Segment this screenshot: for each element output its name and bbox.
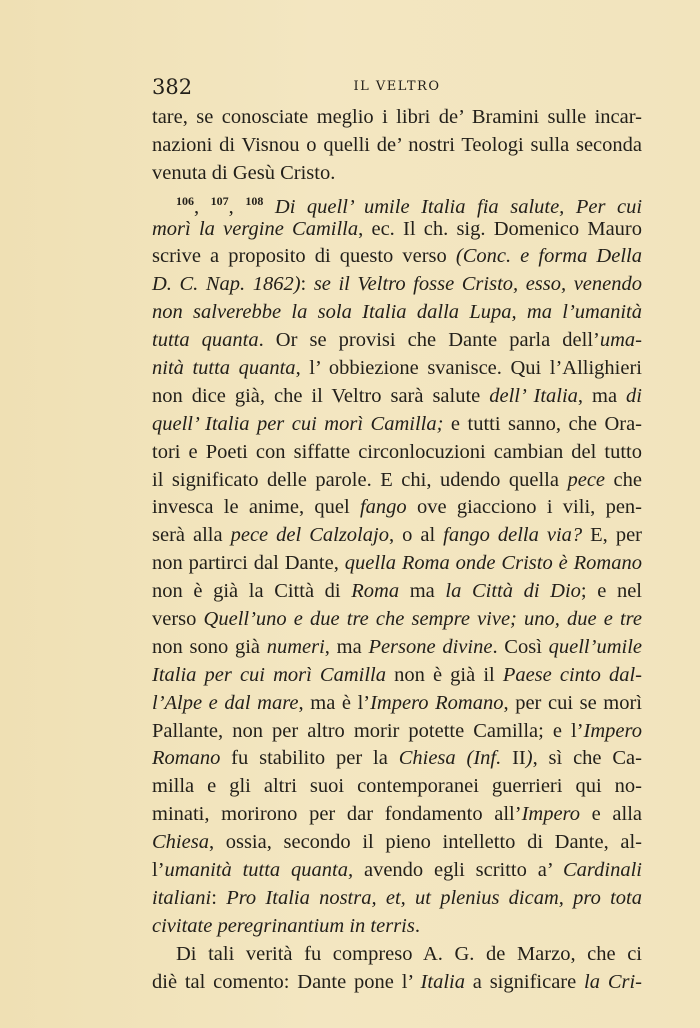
text-line — [152, 327, 642, 355]
text-run: e alla — [580, 803, 642, 826]
italic-text: Paese cinto dal- — [502, 663, 642, 686]
text-line — [152, 662, 642, 690]
text-run: . Or se provisi che Dante parla dell’ — [258, 329, 600, 352]
text-line — [152, 578, 642, 606]
italic-text: di — [626, 384, 642, 407]
text-run: : — [211, 886, 227, 909]
text-run: fu stabilito per la — [220, 747, 399, 770]
text-run: , — [228, 195, 246, 218]
italic-text: se il Veltro fosse Cristo, esso, venendo — [313, 273, 642, 296]
text-run: non sono già — [152, 635, 267, 658]
text-line — [152, 522, 642, 550]
text-line — [152, 773, 642, 801]
text-line — [152, 243, 642, 271]
text-line — [152, 188, 642, 216]
text-run: : — [300, 273, 314, 296]
text-run: serà alla — [152, 524, 231, 547]
text-run: , ma — [577, 384, 627, 407]
page-header — [152, 74, 642, 100]
text-run: l’ — [152, 859, 165, 882]
text-line — [152, 801, 642, 829]
text-line — [152, 411, 642, 439]
text-line — [152, 271, 642, 299]
text-run: ma — [399, 580, 446, 603]
text-line — [152, 299, 642, 327]
text-line — [152, 941, 642, 969]
text-line — [152, 494, 642, 522]
text-line — [152, 104, 642, 132]
text-run: Pallante, non per altro morir potette Camilla; e l’ — [152, 719, 584, 742]
italic-text: quella Roma onde Cristo è Romano — [344, 552, 642, 575]
italic-text: dell’ Italia — [489, 384, 578, 407]
text-run: , ma — [324, 635, 369, 658]
text-run: non partirci dal Dante, — [152, 552, 345, 575]
text-line — [152, 160, 642, 188]
text-run: ove giacciono i vili, pen- — [406, 496, 642, 519]
italic-text: Italia per cui morì Camilla — [152, 663, 386, 686]
text-run: , o al — [388, 524, 444, 547]
text-line — [152, 690, 642, 718]
text-run: , ec. Il ch. sig. Domenico Mauro — [358, 217, 642, 240]
italic-text: (Conc. e forma Della — [455, 245, 642, 268]
italic-text: uma- — [599, 329, 642, 352]
text-run: Di tali verità fu compreso A. G. de Marzo, che ci — [176, 942, 642, 965]
text-line — [152, 383, 642, 411]
text-run: . — [414, 914, 420, 937]
italic-text: Impero — [583, 719, 642, 742]
italic-text: Roma — [351, 580, 400, 603]
italic-text: Chiesa — [152, 831, 209, 854]
page-number: 382 — [152, 75, 193, 99]
text-line — [152, 216, 642, 244]
footnote-verse-number: 108 — [245, 193, 264, 208]
italic-text: nità tutta quanta — [152, 357, 296, 380]
text-line — [152, 829, 642, 857]
text-run: tori e Poeti con siffatte circonlocuzioni cambian del tutto — [152, 440, 642, 463]
italic-text: quell’umile — [548, 635, 642, 658]
text-run: , l’ obbiezione svanisce. Qui l’Allighieri — [295, 357, 642, 380]
italic-text: Cardinali — [563, 859, 642, 882]
text-run: il significato delle parole. E chi, udendo quella — [152, 468, 568, 491]
italic-text: Italia — [420, 970, 465, 993]
italic-text: non salverebbe la sola Italia dalla Lupa, ma l’umanità — [152, 301, 642, 324]
italic-text: Di quell’ umile Italia fia salute, Per cui — [274, 195, 643, 218]
text-run — [263, 196, 275, 218]
text-run: nazioni di Visnou o quelli de’ nostri Teologi sulla seconda — [152, 133, 642, 156]
text-run: ; e nel — [580, 580, 642, 603]
text-run: II — [501, 747, 526, 770]
text-run: , ossia, secondo il pieno intelletto di Dante, al- — [208, 831, 642, 854]
text-run: venuta di Gesù Cristo. — [152, 161, 336, 184]
text-run: avendo egli scritto a’ — [353, 859, 563, 882]
running-title: IL VELTRO — [353, 79, 441, 94]
text-line — [152, 606, 642, 634]
text-run: . Così — [492, 635, 549, 658]
italic-text: fango — [359, 496, 407, 519]
italic-text: umanità tutta quanta, — [164, 859, 354, 882]
text-line — [152, 132, 642, 160]
italic-text: la Cri- — [584, 970, 642, 993]
italic-text: tutta quanta — [152, 329, 259, 352]
text-run: , — [194, 195, 211, 218]
italic-text: l’Alpe e dal mare — [152, 691, 299, 714]
italic-text: pece — [567, 468, 606, 491]
text-line — [152, 969, 642, 997]
text-run: che — [605, 468, 642, 491]
text-line — [152, 355, 642, 383]
text-run: non dice già, che il Veltro sarà salute — [152, 384, 490, 407]
text-run: non è già la Città di — [152, 580, 352, 603]
italic-text: Chiesa (Inf. — [398, 747, 502, 770]
italic-text: quell’ Italia per cui morì Camilla; — [152, 412, 444, 435]
italic-text: Quell’uno e due tre che sempre vive; uno, due e tre — [203, 608, 642, 631]
text-run: minati, morirono per dar fondamento all’ — [152, 803, 522, 826]
text-line — [152, 718, 642, 746]
text-run: milla e gli altri suoi contemporanei guerrieri qui no- — [152, 775, 642, 798]
text-run: , ma è l’ — [298, 691, 371, 714]
italic-text: fango della via? — [443, 524, 583, 547]
text-run: non è già il — [386, 663, 503, 686]
text-line — [152, 550, 642, 578]
italic-text: Persone divine — [368, 635, 493, 658]
italic-text: Impero Romano — [370, 691, 504, 714]
text-run: scrive a proposito di questo verso — [152, 245, 456, 268]
italic-text: pece del Calzolajo — [230, 524, 389, 547]
footnote-verse-number: 107 — [210, 193, 229, 208]
text-run: tare, se conosciate meglio i libri de’ Bramini sulle incar- — [152, 106, 642, 128]
italic-text: ) — [525, 747, 533, 770]
text-run: e tutti sanno, che Ora- — [443, 412, 643, 435]
text-run: , sì che Ca- — [532, 747, 642, 770]
text-line — [152, 913, 642, 941]
italic-text: italiani — [152, 886, 212, 909]
italic-text: Romano — [152, 747, 221, 770]
text-run: E, per — [582, 524, 642, 547]
text-line — [152, 857, 642, 885]
text-run: a significare — [464, 970, 585, 993]
page-body-text — [152, 104, 642, 997]
italic-text: la Città di Dio — [445, 580, 581, 603]
italic-text: civitate peregrinantium in terris — [152, 914, 415, 937]
text-line — [152, 439, 642, 467]
text-run: verso — [152, 608, 204, 631]
footnote-verse-number: 106 — [176, 193, 194, 208]
italic-text: morì la vergine Camilla — [152, 217, 359, 240]
text-run: diè tal comento: Dante pone l’ — [152, 970, 421, 993]
text-run: , per cui se morì — [503, 691, 642, 714]
italic-text: Pro Italia nostra, et, ut plenius dicam, pro tota — [226, 886, 643, 909]
text-line — [152, 745, 642, 773]
text-line — [152, 634, 642, 662]
text-line — [152, 885, 642, 913]
text-line — [152, 467, 642, 495]
italic-text: Impero — [521, 803, 581, 826]
italic-text: numeri — [266, 635, 325, 658]
italic-text: D. C. Nap. 1862) — [152, 273, 301, 296]
text-run: invesca le anime, quel — [152, 496, 360, 519]
